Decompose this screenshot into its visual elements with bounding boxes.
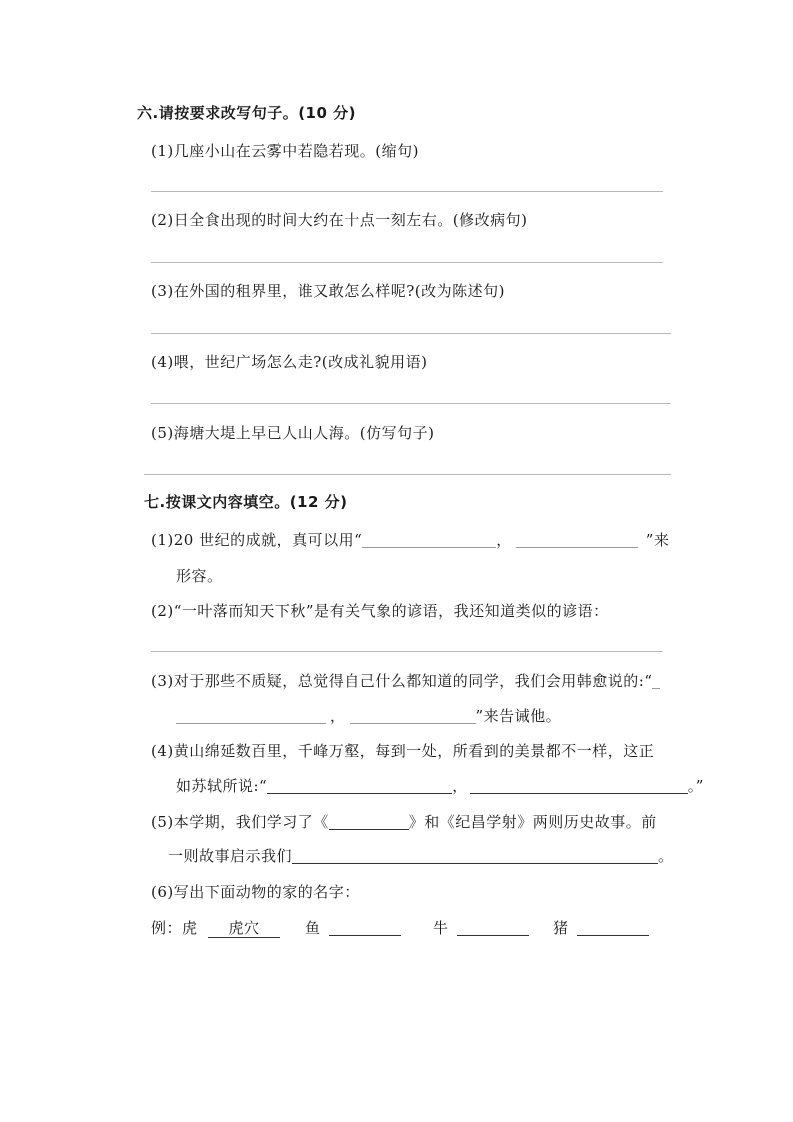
s7-q3-text-a: (3)对于那些不质疑，总觉得自己什么都知道的同学，我们会用韩愈说的:“ [151,672,653,690]
s6-question-4: (4)喂，世纪广场怎么走?(改成礼貌用语) [151,353,428,371]
s7-question-5 [151,812,657,832]
s7-q4-blank-2[interactable] [470,777,688,794]
s7-q3-text-b: ， [330,707,346,725]
s7-q1-continuation: 形容。 [176,567,223,585]
section7-title: 七.按课文内容填空。(12 分) [144,493,348,511]
s7-q1-blank-1[interactable] [362,531,496,548]
s7-q5-text-b: 》和《纪昌学射》两则历史故事。前 [408,813,657,831]
s7-q6-example-label: 例：虎 [151,919,198,937]
s7-q6-animal-1-blank[interactable] [329,919,401,936]
s7-q1-text-a: (1)20 世纪的成就，真可以用“ [151,531,363,549]
s7-q4-text-c: ， [452,777,468,795]
s7-q4-text-d: 。” [687,777,704,795]
s7-question-1 [151,530,669,550]
s7-q5-blank-2[interactable] [292,847,658,864]
s7-q6-animal-1 [305,918,401,938]
s7-q3-blank-start[interactable] [652,672,660,689]
s7-q6-animal-1-label: 鱼 [305,919,321,937]
s7-q5-blank-1[interactable] [329,813,409,830]
s6-answer-line-3[interactable] [151,333,671,334]
s7-q5-text-d: 。 [658,847,674,865]
s7-q1-text-b: ， [496,531,512,549]
s7-q6-animal-2-label: 牛 [433,919,449,937]
s7-question-6: (6)写出下面动物的家的名字： [151,883,360,901]
s7-q6-animal-3-blank[interactable] [577,919,649,936]
s7-q4-text-b: 如苏轼所说:“ [176,777,268,795]
s7-answer-line-2[interactable] [151,651,663,652]
s7-q1-text-c: ”来 [645,531,670,549]
s7-q6-example-answer: 虎穴 [208,919,280,938]
s6-question-2: (2)日全食出现的时间大约在十点一刻左右。(修改病句) [151,211,528,229]
s7-q4-continuation [176,776,704,796]
s6-answer-line-2[interactable] [151,262,663,263]
section6-title: 六.请按要求改写句子。(10 分) [137,104,357,122]
s7-question-2: (2)“一叶落而知天下秋”是有关气象的谚语，我还知道类似的谚语： [151,602,609,620]
s7-q5-continuation [168,846,674,866]
s6-answer-line-5[interactable] [144,474,671,475]
s7-q3-blank-2[interactable] [350,707,476,724]
s7-q6-animal-2 [433,918,529,938]
s6-question-3: (3)在外国的租界里，谁又敢怎么样呢?(改为陈述句) [151,282,505,300]
s7-question-3 [151,671,660,691]
s7-q6-animal-3-label: 猪 [553,919,569,937]
s7-q3-continuation [176,706,561,726]
s6-question-5: (5)海塘大堤上早已人山人海。(仿写句子) [151,424,435,442]
s7-q5-text-a: (5)本学期，我们学习了《 [151,813,329,831]
s7-q6-example-answer-wrap [208,918,280,938]
s6-question-1: (1)几座小山在云雾中若隐若现。(缩句) [151,142,419,160]
s7-question-4: (4)黄山绵延数百里，千峰万壑，每到一处，所看到的美景都不一样，这正 [151,742,655,760]
s7-q6-animal-2-blank[interactable] [457,919,529,936]
s7-q4-blank-1[interactable] [267,777,452,794]
s6-answer-line-4[interactable] [151,403,671,404]
s7-q6-example [151,918,198,938]
s6-answer-line-1[interactable] [151,191,663,192]
s7-q3-text-c: ”来告诫他。 [475,707,562,725]
s7-q1-blank-2[interactable] [516,531,638,548]
s7-q3-blank-1[interactable] [176,707,326,724]
s7-q6-animal-3 [553,918,649,938]
s7-q5-text-c: 一则故事启示我们 [168,847,293,865]
